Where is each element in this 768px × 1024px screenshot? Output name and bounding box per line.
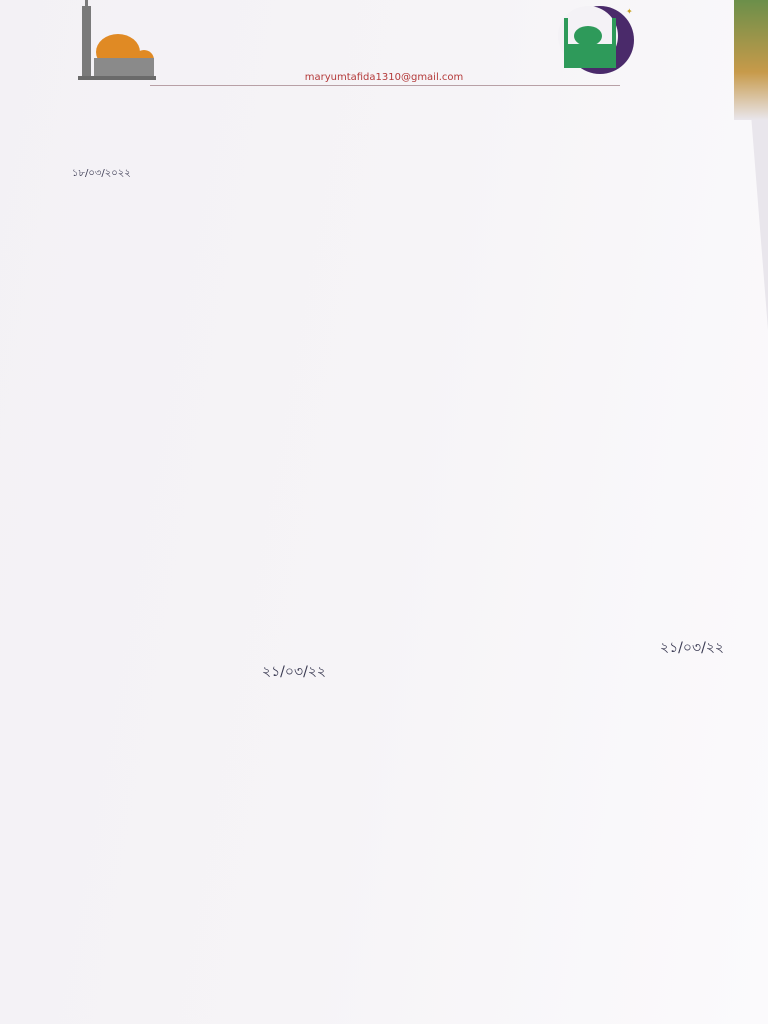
- svg-text:✦: ✦: [626, 7, 633, 16]
- background-strip: [734, 0, 768, 120]
- header-divider: [150, 85, 620, 86]
- right-handwritten-date: ২১/০৩/২২: [660, 640, 725, 656]
- release-date: ১৮/০৩/২০২২: [72, 168, 131, 179]
- left-handwritten-date: ২১/০৩/২২: [262, 664, 327, 680]
- org-email: maryumtafida1310@gmail.com: [304, 72, 464, 83]
